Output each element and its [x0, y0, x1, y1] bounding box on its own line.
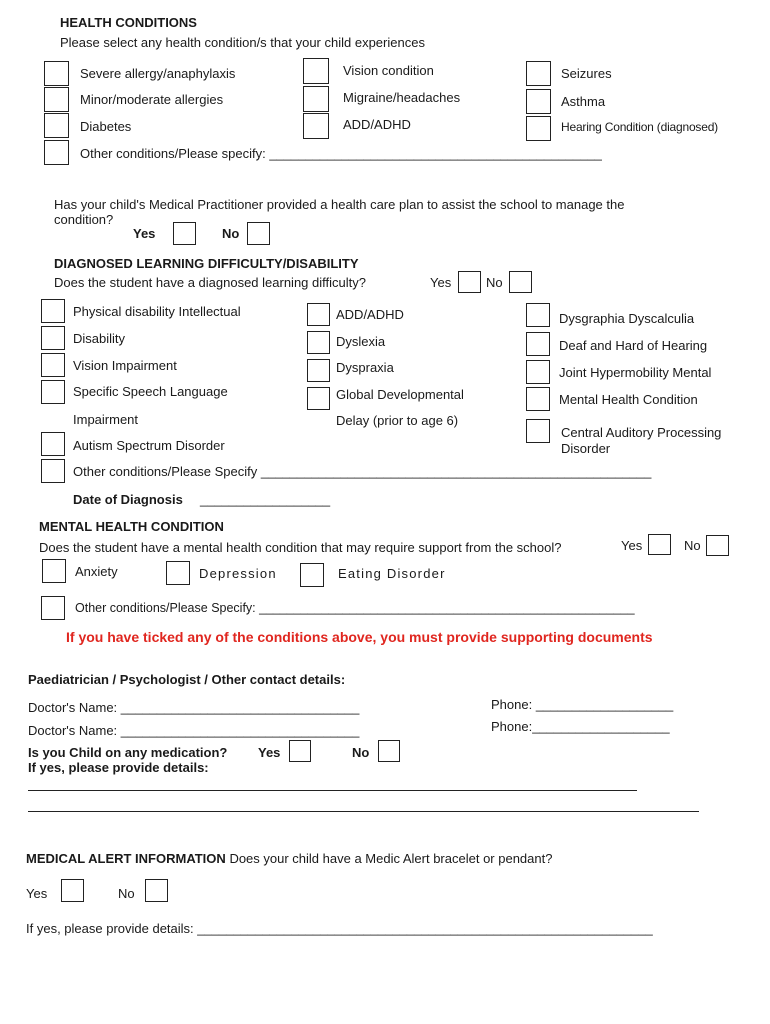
label-add-adhd-health: ADD/ADHD [343, 117, 411, 132]
label-vision-condition: Vision condition [343, 63, 434, 78]
checkbox-dyspraxia[interactable] [307, 359, 330, 382]
contacts-heading: Paediatrician / Psychologist / Other contact details: [28, 672, 346, 687]
label-deaf-hearing: Deaf and Hard of Hearing [559, 338, 708, 353]
label-minor-allergies: Minor/moderate allergies [80, 92, 224, 107]
other-mental-specify[interactable]: Other conditions/Please Specify: ______________________________________________________ [75, 601, 635, 615]
checkbox-eating-disorder[interactable] [300, 563, 324, 587]
checkbox-seizures[interactable] [526, 61, 551, 86]
checkbox-asthma[interactable] [526, 89, 551, 114]
label-add-adhd-learning: ADD/ADHD [336, 307, 404, 322]
alert-no-label: No [118, 886, 135, 901]
checkbox-alert-yes[interactable] [61, 879, 84, 902]
mental-health-question: Does the student have a mental health condition that may require support from the school? [39, 540, 562, 555]
learning-yes-label: Yes [430, 275, 452, 290]
medication-no-label: No [352, 745, 370, 760]
label-disability: Disability [73, 331, 126, 346]
other-health-specify[interactable]: Other conditions/Please specify: ______________________________________________ [80, 146, 602, 161]
mental-yes-label: Yes [621, 538, 643, 553]
checkbox-add-adhd-health[interactable] [303, 113, 329, 139]
doctor-name-field-1[interactable]: Doctor's Name: _________________________________ [28, 700, 360, 715]
checkbox-mental-health-learning[interactable] [526, 387, 550, 411]
checkbox-add-adhd-learning[interactable] [307, 303, 330, 326]
label-dysgraphia: Dysgraphia Dyscalculia [559, 311, 695, 326]
label-central-auditory: Central Auditory Processing [561, 425, 722, 440]
checkbox-plan-no[interactable] [247, 222, 270, 245]
label-delay: Delay (prior to age 6) [336, 413, 459, 428]
checkbox-other-mental[interactable] [41, 596, 65, 620]
label-joint-hypermobility: Joint Hypermobility Mental [559, 365, 712, 380]
supporting-documents-warning: If you have ticked any of the conditions above, you must provide supporting documents [66, 629, 653, 645]
checkbox-vision-condition[interactable] [303, 58, 329, 84]
checkbox-medication-yes[interactable] [289, 740, 311, 762]
health-conditions-heading: HEALTH CONDITIONS [60, 15, 197, 30]
plan-no-label: No [222, 226, 240, 241]
checkbox-learning-no[interactable] [509, 271, 532, 293]
checkbox-other-health[interactable] [44, 140, 69, 165]
checkbox-learning-yes[interactable] [458, 271, 481, 293]
checkbox-minor-allergies[interactable] [44, 87, 69, 112]
label-diabetes: Diabetes [80, 119, 132, 134]
medication-details-line-1[interactable] [28, 790, 637, 791]
label-seizures: Seizures [561, 66, 612, 81]
date-of-diagnosis-label: Date of Diagnosis [73, 492, 183, 507]
checkbox-intellectual-disability[interactable] [41, 326, 65, 350]
learning-no-label: No [486, 275, 503, 290]
label-global-developmental: Global Developmental [336, 387, 464, 402]
checkbox-joint-hypermobility[interactable] [526, 360, 550, 384]
checkbox-physical-disability[interactable] [41, 299, 65, 323]
medical-alert-row [26, 851, 552, 866]
checkbox-plan-yes[interactable] [173, 222, 196, 245]
label-vision-impairment: Vision Impairment [73, 358, 177, 373]
alert-details-field[interactable]: If yes, please provide details: _______________________________________________________________ [26, 921, 653, 936]
alert-yes-label: Yes [26, 886, 48, 901]
learning-question: Does the student have a diagnosed learning difficulty? [54, 275, 366, 290]
plan-question-line1: Has your child's Medical Practitioner provided a health care plan to assist the school to manage the [54, 197, 625, 212]
checkbox-speech-language[interactable] [41, 380, 65, 404]
phone-field-2[interactable]: Phone:___________________ [491, 719, 670, 734]
other-learning-specify[interactable]: Other conditions/Please Specify ______________________________________________________ [73, 464, 652, 479]
label-autism: Autism Spectrum Disorder [73, 438, 225, 453]
plan-yes-label: Yes [133, 226, 156, 241]
doctor-name-field-2[interactable]: Doctor's Name: _________________________________ [28, 723, 360, 738]
checkbox-hearing-condition[interactable] [526, 116, 551, 141]
label-asthma: Asthma [561, 94, 606, 109]
label-dyslexia: Dyslexia [336, 334, 386, 349]
date-of-diagnosis-field[interactable]: __________________ [200, 492, 331, 507]
checkbox-dyslexia[interactable] [307, 331, 330, 354]
checkbox-medication-no[interactable] [378, 740, 400, 762]
label-anxiety: Anxiety [75, 564, 118, 579]
checkbox-depression[interactable] [166, 561, 190, 585]
medical-alert-question: Does your child have a Medic Alert bracelet or pendant? [229, 851, 553, 866]
checkbox-migraine[interactable] [303, 86, 329, 112]
medication-details-line-2[interactable] [28, 811, 699, 812]
label-eating-disorder: Eating Disorder [338, 566, 446, 581]
checkbox-diabetes[interactable] [44, 113, 69, 138]
label-hearing-condition: Hearing Condition (diagnosed) [561, 120, 718, 134]
checkbox-global-developmental[interactable] [307, 387, 330, 410]
checkbox-mental-yes[interactable] [648, 534, 671, 555]
label-depression: Depression [199, 566, 277, 581]
medication-details-label: If yes, please provide details: [28, 760, 209, 775]
medical-alert-heading: MEDICAL ALERT INFORMATION [26, 851, 226, 866]
label-dyspraxia: Dyspraxia [336, 360, 394, 375]
label-impairment: Impairment [73, 412, 139, 427]
checkbox-alert-no[interactable] [145, 879, 168, 902]
checkbox-autism[interactable] [41, 432, 65, 456]
checkbox-deaf-hearing[interactable] [526, 332, 550, 356]
learning-heading: DIAGNOSED LEARNING DIFFICULTY/DISABILITY [54, 256, 359, 271]
checkbox-dysgraphia[interactable] [526, 303, 550, 327]
phone-field-1[interactable]: Phone: ___________________ [491, 697, 674, 712]
checkbox-mental-no[interactable] [706, 535, 729, 556]
label-speech-language: Specific Speech Language [73, 384, 228, 399]
checkbox-severe-allergy[interactable] [44, 61, 69, 86]
label-severe-allergy: Severe allergy/anaphylaxis [80, 66, 236, 81]
mental-no-label: No [684, 538, 701, 553]
health-conditions-instruction: Please select any health condition/s that your child experiences [60, 35, 425, 50]
medication-question: Is you Child on any medication? [28, 745, 228, 760]
label-disorder: Disorder [561, 441, 611, 456]
label-migraine: Migraine/headaches [343, 90, 461, 105]
checkbox-central-auditory[interactable] [526, 419, 550, 443]
medication-yes-label: Yes [258, 745, 281, 760]
label-mental-health-condition: Mental Health Condition [559, 392, 698, 407]
checkbox-other-learning[interactable] [41, 459, 65, 483]
checkbox-anxiety[interactable] [42, 559, 66, 583]
label-physical-intellectual: Physical disability Intellectual [73, 304, 241, 319]
mental-health-heading: MENTAL HEALTH CONDITION [39, 519, 224, 534]
checkbox-vision-impairment[interactable] [41, 353, 65, 377]
plan-question-line2: condition? [54, 212, 114, 227]
